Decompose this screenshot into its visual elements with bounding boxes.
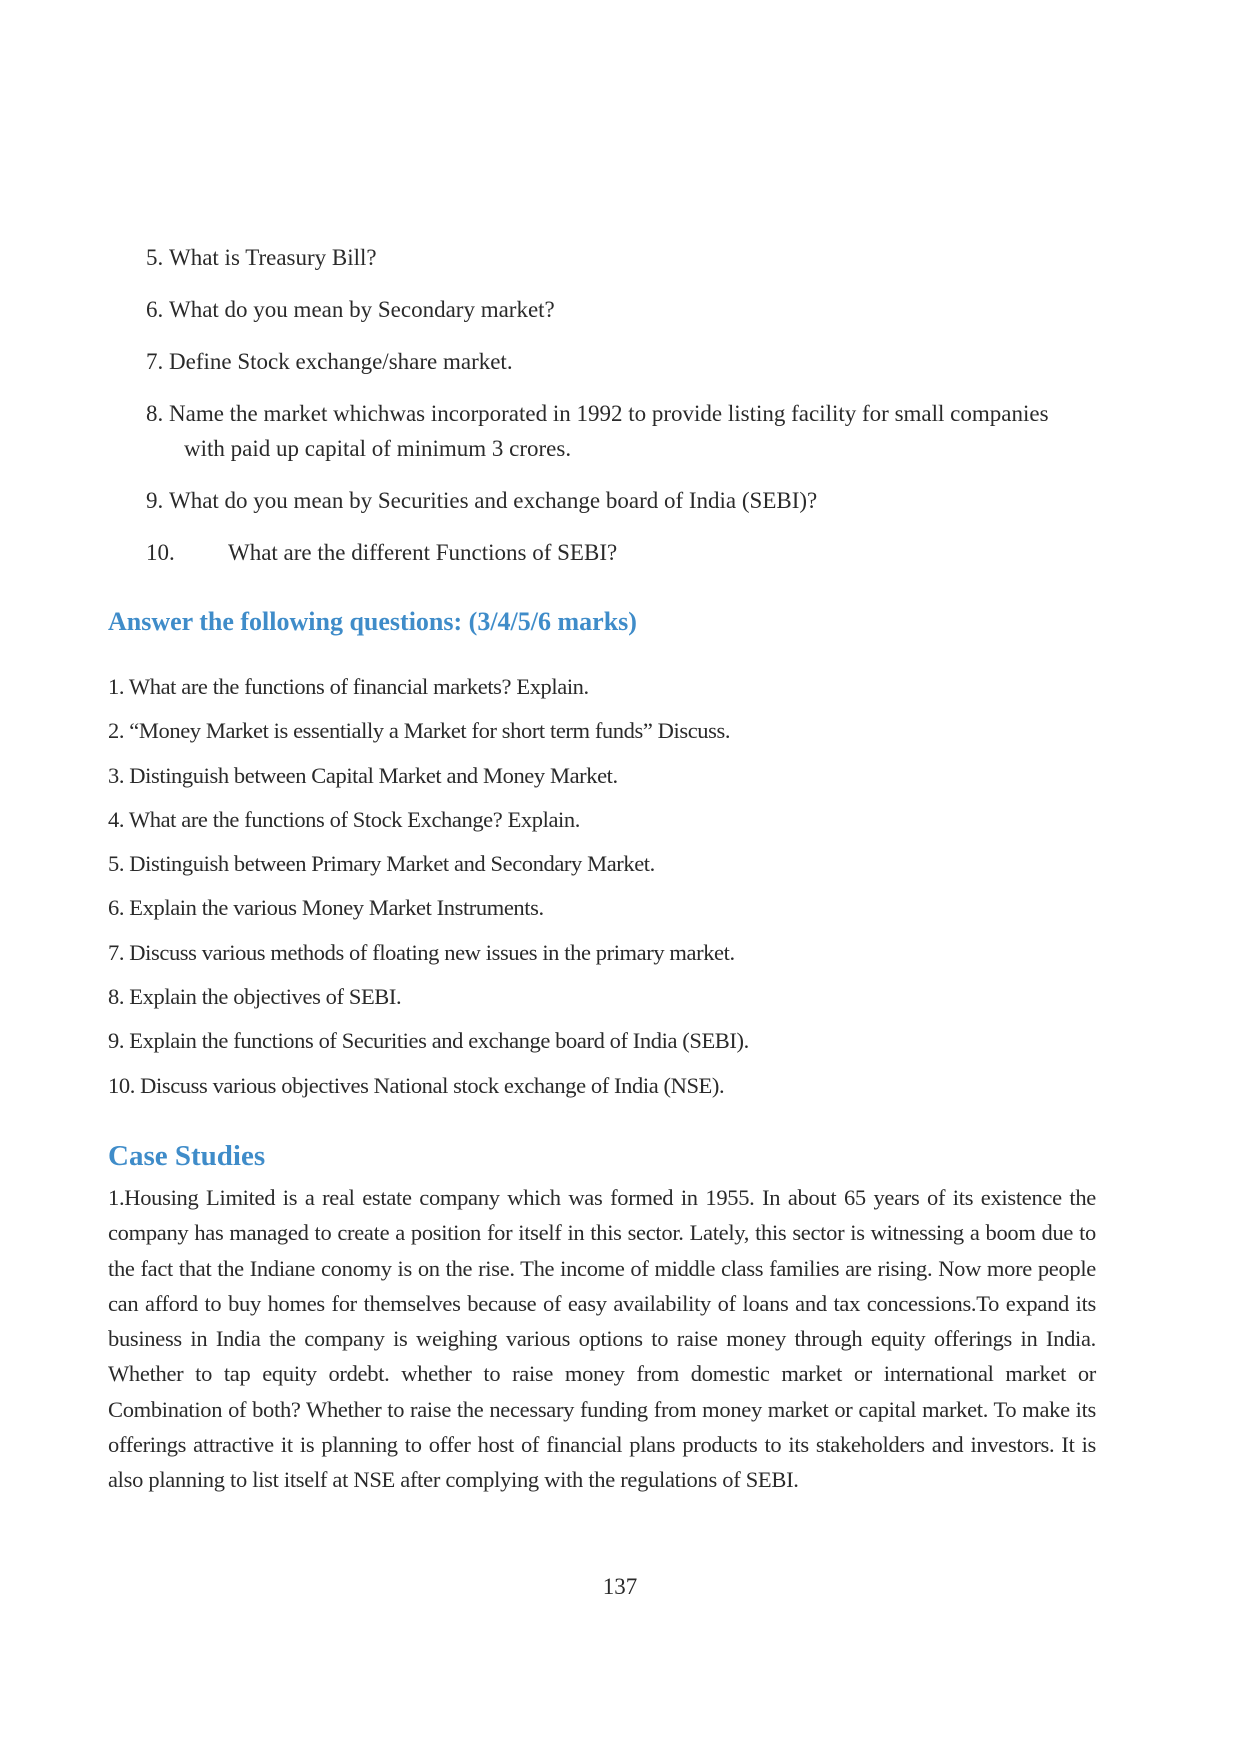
question-number: 7. bbox=[146, 349, 164, 374]
list-item: 8. Explain the objectives of SEBI. bbox=[108, 984, 402, 1010]
list-item: 1. What are the functions of financial markets? Explain. bbox=[108, 674, 589, 699]
question-number: 8. bbox=[146, 401, 164, 426]
question-number: 9. bbox=[146, 488, 164, 513]
question-text: What do you mean by Secondary market? bbox=[169, 297, 555, 322]
question-number: 10. bbox=[146, 540, 175, 565]
question-text: What is Treasury Bill? bbox=[169, 245, 377, 270]
list-item: 9. Explain the functions of Securities and exchange board of India (SEBI). bbox=[108, 1028, 749, 1054]
list-item bbox=[146, 396, 1106, 466]
list-item bbox=[146, 535, 1106, 570]
list-item: 3. Distinguish between Capital Market and Money Market. bbox=[108, 762, 618, 788]
list-item: 2. “Money Market is essentially a Market for short term funds” Discuss. bbox=[108, 718, 731, 744]
question-number: 5. bbox=[146, 245, 164, 270]
list-item bbox=[146, 483, 1106, 518]
short-question-list bbox=[146, 240, 1106, 587]
long-question-list bbox=[108, 665, 1118, 1108]
question-text: Name the market whichwas incorporated in 1992 to provide listing facility for small companies bbox=[169, 401, 1049, 426]
question-continuation: with paid up capital of minimum 3 crores. bbox=[184, 436, 572, 461]
list-item bbox=[146, 292, 1106, 327]
case-studies-heading: Case Studies bbox=[108, 1140, 266, 1172]
question-text: What are the different Functions of SEBI? bbox=[228, 540, 618, 565]
list-item: 5. Distinguish between Primary Market and Secondary Market. bbox=[108, 851, 655, 877]
question-text: Define Stock exchange/share market. bbox=[169, 349, 513, 374]
list-item: 10. Discuss various objectives National stock exchange of India (NSE). bbox=[108, 1072, 725, 1098]
list-item: 4. What are the functions of Stock Exchange? Explain. bbox=[108, 806, 580, 832]
list-item: 6. Explain the various Money Market Instruments. bbox=[108, 895, 544, 921]
list-item bbox=[146, 344, 1106, 379]
list-item bbox=[146, 240, 1106, 275]
question-number: 6. bbox=[146, 297, 164, 322]
page-number: 137 bbox=[602, 1574, 638, 1599]
case-study-paragraph: 1.Housing Limited is a real estate company which was formed in 1955. In about 65 years of its existence the company has managed to create a position for itself in this sector. Lately, this sector is witnessing a boom due to the fact that the Indiane conomy is on the rise. The income of middle class families are rising. Now more people can afford to buy homes for themselves because of easy availability of loans and tax concessions.To expand its business in India the company is weighing various options to raise money through equity offerings in India. Whether to tap equity ordebt. whether to raise money from domestic market or international market or Combination of both? Whether to raise the necessary funding from money market or capital market. To make its offerings attractive it is planning to offer host of financial plans products to its stakeholders and investors. It is also planning to list itself at NSE after complying with the regulations of SEBI. bbox=[108, 1185, 1096, 1493]
answer-section-heading: Answer the following questions: (3/4/5/6 marks) bbox=[108, 607, 637, 636]
list-item: 7. Discuss various methods of floating new issues in the primary market. bbox=[108, 939, 735, 965]
question-text: What do you mean by Securities and exchange board of India (SEBI)? bbox=[169, 488, 818, 513]
